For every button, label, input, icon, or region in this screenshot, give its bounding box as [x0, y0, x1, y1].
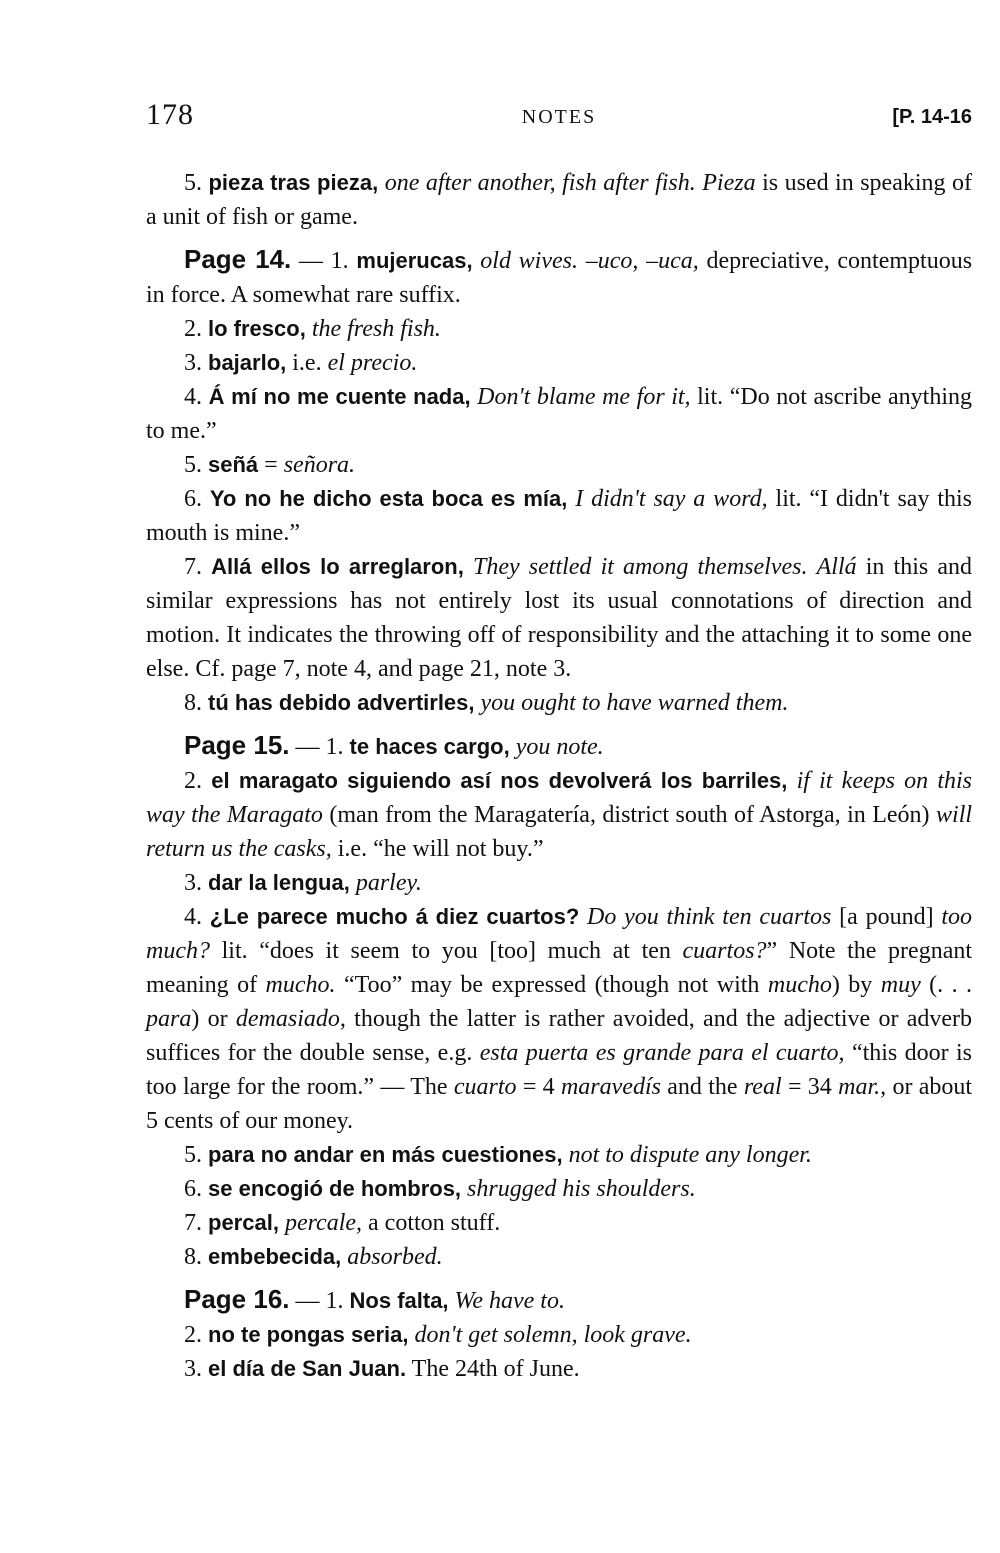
note-p15-2: 2. el maragato siguiendo así nos devolverá los barriles, if it keeps on this way the Maragato (man from the Maragatería, district south of Astorga, in León) will return us the casks, i.e. “he will not buy.”: [146, 768, 973, 862]
note-p14-5: 5. señá = señora.: [184, 452, 356, 478]
note-p15-1: Page 15. — 1. te haces cargo, you note.: [184, 730, 604, 760]
note-p16-3: 3. el día de San Juan. The 24th of June.: [184, 1356, 580, 1382]
running-title: NOTES: [521, 106, 597, 128]
page-heading-15: Page 15.: [184, 730, 290, 760]
note-p15-4: 4. ¿Le parece mucho á diez cuartos? Do you think ten cuartos [a pound] too much? lit. “does it seem to you [too] much at ten cuartos?” Note the pregnant meaning of mucho. “Too” may be expressed (though not with mucho) by muy (. . . para) or demasiado, though the latter is rather avoided, and the adjective or adverb suffices for the double sense, e.g. esta puerta es grande para el cuarto, “this door is too large for the room.” — The cuarto = 4 maravedís and the real = 34 mar., or about 5 cents of our money.: [146, 904, 973, 1134]
notes-body: [146, 166, 972, 1386]
note-p15-8: 8. embebecida, absorbed.: [184, 1244, 443, 1270]
running-header: [146, 98, 972, 138]
note-p15-3: 3. dar la lengua, parley.: [184, 870, 422, 896]
note-p14-4: 4. Á mí no me cuente nada, Don't blame me for it, lit. “Do not ascribe anything to me.”: [146, 384, 973, 444]
note-p14-1: Page 14. — 1. mujerucas, old wives. –uco, –uca, depreciative, contemptuous in force. A somewhat rare suffix.: [146, 244, 973, 308]
note-p13-5: 5. pieza tras pieza, one after another, fish after fish. Pieza is used in speaking of a unit of fish or game.: [146, 170, 972, 230]
note-p15-7: 7. percal, percale, a cotton stuff.: [184, 1210, 501, 1236]
note-p14-6: 6. Yo no he dicho esta boca es mía, I didn't say a word, lit. “I didn't say this mouth is mine.”: [146, 486, 973, 546]
note-p14-8: 8. tú has debido advertirles, you ought to have warned them.: [184, 690, 789, 716]
page-range: [P. 14-16: [892, 106, 972, 128]
note-p15-5: 5. para no andar en más cuestiones, not to dispute any longer.: [184, 1142, 812, 1168]
note-p15-6: 6. se encogió de hombros, shrugged his shoulders.: [184, 1176, 696, 1202]
note-p14-3: 3. bajarlo, i.e. el precio.: [184, 350, 418, 376]
note-p16-1: Page 16. — 1. Nos falta, We have to.: [184, 1284, 565, 1314]
note-p16-2: 2. no te pongas seria, don't get solemn, look grave.: [184, 1322, 692, 1348]
page-number: 178: [146, 98, 194, 131]
page-heading-14: Page 14.: [184, 244, 292, 274]
note-p14-2: 2. lo fresco, the fresh fish.: [184, 316, 441, 342]
page-heading-16: Page 16.: [184, 1284, 290, 1314]
note-p14-7: 7. Allá ellos lo arreglaron, They settled it among themselves. Allá in this and similar expressions has not entirely lost its usual connotations of direction and motion. It indicates the throwing off of responsibility and the attaching it to some one else. Cf. page 7, note 4, and page 21, note 3.: [146, 554, 973, 682]
